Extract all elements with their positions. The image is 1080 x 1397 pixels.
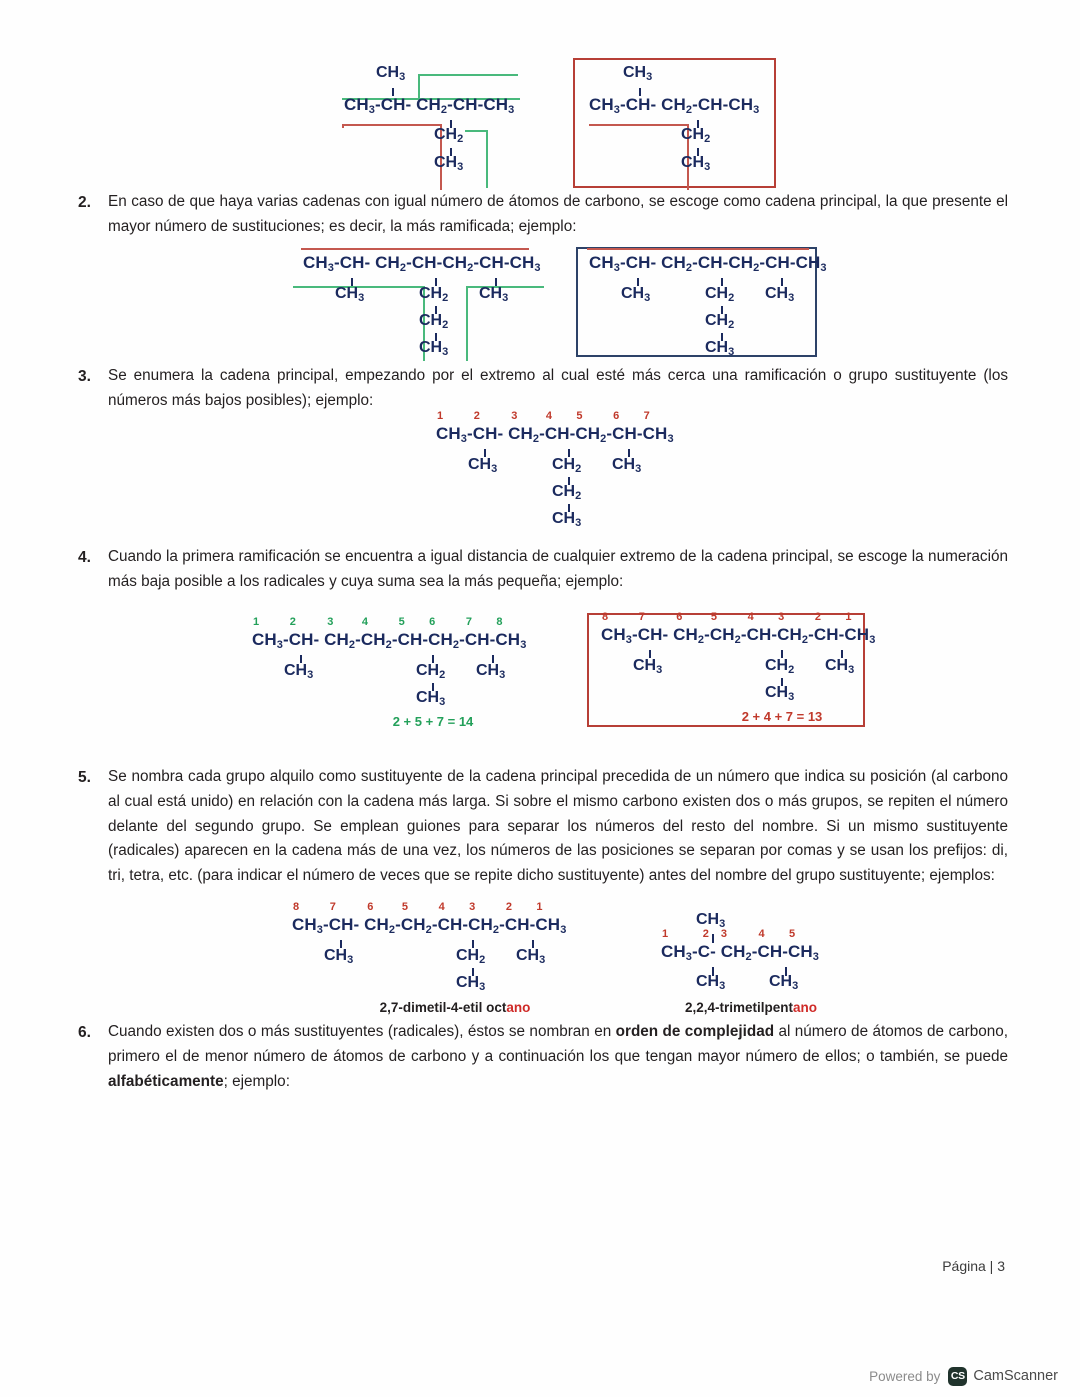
sub-ch3-below-c4: $CH_3$	[769, 973, 799, 992]
locant: 6	[429, 616, 436, 628]
atom: 7 CH	[464, 616, 490, 649]
atom: $CH_3$	[589, 253, 620, 274]
atom: CH	[339, 253, 365, 272]
atom: 7 CH	[328, 901, 354, 934]
sub-ch2-b: $CH_2$	[705, 312, 735, 331]
green-chain-line-v2	[486, 130, 488, 188]
list-item-5	[78, 765, 1008, 889]
atom: 4 $CH_2$	[360, 616, 392, 651]
atom: CH	[452, 95, 478, 114]
atom: 3 $CH_2$	[468, 901, 500, 936]
locant-sum: 2 + 5 + 7 = 14	[392, 714, 474, 729]
atom: 3 $CH_2$	[777, 611, 809, 646]
sub-ch3-a: $CH_3$	[633, 657, 663, 676]
sub-ch2-b: $CH_2$	[419, 312, 449, 331]
atom: 2 CH	[813, 611, 839, 644]
sub-ch3-c: $CH_3$	[825, 657, 855, 676]
name-prefix: 2,7-dimetil-4-etil	[379, 1000, 487, 1015]
locant: 7	[329, 901, 336, 913]
sub-ch3-b: $CH_3$	[705, 339, 735, 358]
name-stem: oct	[486, 1000, 507, 1015]
main-chain: 1 $CH_3$ - 2 CH - 3 $CH_2$ - 4 CH - 5 $CH_2$ - 6 CH - 7 $CH_3$	[436, 410, 674, 445]
compound-name-left	[340, 1000, 570, 1015]
main-chain: $CH_3$ - CH - $CH_2$ - CH - $CH_2$ - CH - $CH_3$	[303, 253, 541, 274]
sub-ch3-a: $CH_3$	[324, 947, 354, 966]
atom: $CH_3$	[344, 95, 375, 116]
atom: $CH_3$	[509, 253, 541, 274]
list-item-2-text: En caso de que haya varias cadenas con igual número de átomos de carbono, se escoge como cadena principal, la que presente el mayor número de sustituciones; es decir, la más ramificada; ejemplo:	[108, 193, 1008, 235]
sub-ch2-a: $CH_2$	[705, 285, 735, 304]
sub-ch3-b: $CH_3$	[456, 974, 486, 993]
atom: 4 CH	[437, 901, 463, 934]
locant: 4	[747, 611, 754, 623]
item6-text-b: al número de átomos de carbono, primero el de menor número de átomos de carbono y a continuación los que tengan mayor número de ellos; o también, se puede	[108, 1023, 1008, 1065]
locant: 4	[438, 901, 445, 913]
locant: 1	[253, 616, 260, 628]
locant: 1	[845, 611, 852, 623]
atom: $CH_2$	[442, 253, 474, 274]
atom: CH	[479, 253, 504, 272]
list-item-2-number: 2.	[78, 194, 91, 211]
list-item-2	[78, 190, 1008, 240]
figure-1-right-box	[573, 58, 776, 188]
item6-bold-a: orden de complejidad	[615, 1023, 775, 1040]
atom: 3 $CH_2$	[324, 616, 356, 651]
atom: 1 $CH_3$	[535, 901, 567, 936]
locant: 7	[465, 616, 473, 628]
atom: CH	[765, 253, 790, 272]
name-suffix: ano	[506, 1000, 531, 1015]
sub-ch2-a: $CH_2$	[456, 947, 486, 966]
locant: 6	[367, 901, 374, 913]
red-chain-line-h	[301, 248, 529, 250]
green-chain-line-h3	[465, 130, 488, 132]
sub-ch2-a: $CH_2$	[552, 456, 582, 475]
sub-ch3-b: $CH_3$	[416, 689, 446, 708]
locant: 3	[720, 928, 728, 940]
locant: 5	[789, 928, 796, 940]
atom: 4 CH	[757, 928, 783, 961]
sub-ch2-a: $CH_2$	[416, 662, 446, 681]
locant: 3	[469, 901, 476, 913]
atom: 2 CH	[472, 410, 498, 443]
list-item-5-text: Se nombra cada grupo alquilo como sustituyente de la cadena principal precedida de un número que indica su posición (al carbono al cual está unido) en relación con la cadena más larga. Si sobre el mismo carbono existen dos o más grupos, se repiten el número delante del segundo grupo. Se emplean guiones para separar los números del resto del nombre. Si un mismo sustituyente (radicales) aparecen en la cadena más de una vez, los números de las posiciones se separan por comas y se usan los prefijos: di, tri, tetra, etc. (para indicar el número de veces que se repite dicho sustituyente) antes del nombre del grupo sustituyente; ejemplos:	[108, 768, 1008, 885]
main-chain: 8 $CH_3$ - 7 CH - 6 $CH_2$ - 5 $CH_2$ - 4 CH - 3 $CH_2$ - 2 CH - 1 $CH_3$	[601, 611, 876, 646]
sub-ch3-b: $CH_3$	[419, 339, 449, 358]
atom: 2 C	[697, 928, 711, 961]
atom: 1 $CH_3$	[252, 616, 283, 651]
atom: $CH_3$	[483, 95, 515, 116]
atom: 5 $CH_2$	[709, 611, 741, 646]
locant: 2	[814, 611, 822, 623]
atom: 3 $CH_2$	[720, 928, 752, 963]
atom: $CH_2$	[411, 95, 448, 116]
locant: 1	[437, 410, 444, 422]
locant-sum: 2 + 4 + 7 = 13	[741, 709, 823, 724]
atom: 7 $CH_3$	[642, 410, 674, 445]
locant: 3	[511, 410, 518, 422]
compound-name-right	[656, 1000, 846, 1015]
main-chain: 8 $CH_3$ - 7 CH - 6 $CH_2$ - 5 $CH_2$ - 4 CH - 3 $CH_2$ - 2 CH - 1 $CH_3$	[292, 901, 567, 936]
locant: 8	[496, 616, 503, 628]
list-item-6-number: 6.	[78, 1024, 91, 1041]
locant: 2	[473, 410, 480, 422]
atom: 1 $CH_3$	[436, 410, 467, 445]
branch-ch3: $CH_3$	[681, 154, 711, 173]
atom: 5 $CH_3$	[788, 928, 819, 963]
list-item-3-text: Se enumera la cadena principal, empezando por el extremo al cual esté más cerca una ramificación o grupo sustituyente (los números más bajos posibles); ejemplo:	[108, 367, 1008, 409]
red-chain-line-stub	[342, 124, 344, 128]
atom: CH	[697, 253, 723, 272]
locant: 4	[545, 410, 553, 422]
red-chain-line-h	[342, 124, 442, 126]
atom: CH	[411, 253, 437, 272]
main-chain: 1 $CH_3$ - 2 C - 3 $CH_2$ - 4 CH - 5 $CH_3$	[661, 928, 819, 963]
atom: 8 $CH_3$	[495, 616, 527, 651]
locant: 8	[602, 611, 609, 623]
atom: 8 $CH_3$	[601, 611, 632, 646]
locant: 4	[361, 616, 369, 628]
locant: 2	[505, 901, 513, 913]
red-chain-line-h	[589, 124, 689, 126]
locant: 2	[289, 616, 296, 628]
atom: 5 $CH_2$	[400, 901, 432, 936]
sub-ch3-c: $CH_3$	[765, 285, 795, 304]
sub-ch3-b: $CH_3$	[765, 684, 795, 703]
atom: $CH_3$	[728, 95, 760, 116]
locant: 1	[536, 901, 543, 913]
locant: 7	[643, 410, 650, 422]
locant: 3	[778, 611, 785, 623]
green-chain-line-h2	[418, 74, 518, 76]
atom: $CH_2$	[656, 95, 693, 116]
sub-ch3-a: $CH_3$	[335, 285, 365, 304]
name-suffix: ano	[793, 1000, 818, 1015]
list-item-6	[78, 1020, 1008, 1094]
main-chain: 1 $CH_3$ - 2 CH - 3 $CH_2$ - 4 $CH_2$ - 5 CH - 6 $CH_2$ - 7 CH - 8 $CH_3$	[252, 616, 527, 651]
item6-text-c: ; ejemplo:	[223, 1072, 290, 1090]
atom: $CH_3$	[589, 95, 620, 116]
atom: $CH_3$	[303, 253, 334, 274]
camscanner-logo-icon: CS	[948, 1367, 967, 1386]
branch-top-ch3: $CH_3$	[696, 911, 726, 930]
atom: 6 CH	[612, 410, 637, 443]
atom: $CH_2$	[370, 253, 407, 274]
locant: 2	[702, 928, 709, 940]
atom: 5 CH	[397, 616, 423, 649]
name-prefix: 2,2,4-trimetil	[684, 1000, 765, 1015]
branch-top-label: $CH_3$	[623, 64, 653, 83]
camscanner-brand-label: CamScanner	[973, 1368, 1058, 1384]
main-chain: $CH_3$ - CH - $CH_2$ - CH - $CH_2$ - CH - $CH_3$	[589, 253, 827, 274]
atom: 7 CH	[637, 611, 663, 644]
list-item-4	[78, 545, 1008, 595]
locant: 7	[638, 611, 645, 623]
item6-text-a: Cuando existen dos o más sustituyentes (radicales), éstos se nombran en	[108, 1023, 616, 1040]
list-item-3-number: 3.	[78, 368, 91, 385]
list-item-3	[78, 364, 1008, 414]
locant: 4	[758, 928, 765, 940]
sub-ch3-below-c2: $CH_3$	[696, 973, 726, 992]
locant: 5	[710, 611, 718, 623]
atom: 2 CH	[288, 616, 314, 649]
atom: CH	[380, 95, 406, 114]
atom: 2 CH	[504, 901, 530, 934]
page-number-footer: Página | 3	[942, 1258, 1005, 1274]
atom: 4 CH	[746, 611, 772, 644]
atom: CH	[697, 95, 723, 114]
sub-ch3-c: $CH_3$	[476, 662, 506, 681]
atom: 1 $CH_3$	[661, 928, 692, 963]
list-item-6-text	[108, 1020, 1008, 1094]
atom: $CH_2$	[656, 253, 693, 274]
locant: 5	[576, 410, 583, 422]
sub-ch3-c: $CH_3$	[479, 285, 509, 304]
list-item-5-number: 5.	[78, 769, 91, 786]
camscanner-watermark	[0, 1355, 1080, 1397]
locant: 6	[613, 410, 620, 422]
atom: 6 $CH_2$	[428, 616, 460, 651]
sub-ch2-a: $CH_2$	[419, 285, 449, 304]
item6-bold-b: alfabéticamente	[108, 1072, 224, 1090]
atom: 8 $CH_3$	[292, 901, 323, 936]
sub-ch3-a: $CH_3$	[284, 662, 314, 681]
branch-top-label: $CH_3$	[376, 64, 406, 83]
powered-by-label: Powered by	[869, 1368, 941, 1384]
atom: 1 $CH_3$	[844, 611, 876, 646]
name-stem: pent	[764, 1000, 793, 1015]
locant: 5	[401, 901, 409, 913]
atom: CH	[625, 253, 651, 272]
locant: 5	[398, 616, 405, 628]
atom: 3 $CH_2$	[508, 410, 540, 445]
main-chain: $CH_3$ - CH - $CH_2$ - CH - $CH_3$	[589, 95, 760, 116]
atom: $CH_3$	[795, 253, 827, 274]
sub-ch3-a: $CH_3$	[468, 456, 498, 475]
atom: 6 $CH_2$	[673, 611, 705, 646]
sub-ch3-a: $CH_3$	[621, 285, 651, 304]
locant: 8	[293, 901, 300, 913]
green-line-v2	[466, 286, 468, 361]
atom: $CH_2$	[728, 253, 760, 274]
list-item-4-text: Cuando la primera ramificación se encuentra a igual distancia de cualquier extremo de la cadena principal, se escoge la numeración más baja posible a los radicales y cuya suma sea la más pequeña; ejemplo:	[108, 548, 1008, 590]
sub-ch2-b: $CH_2$	[552, 483, 582, 502]
sub-ch2-a: $CH_2$	[765, 657, 795, 676]
main-chain: $CH_3$ - CH - $CH_2$ - CH - $CH_3$	[344, 95, 515, 116]
branch-ch3: $CH_3$	[434, 154, 464, 173]
atom: 4 CH	[544, 410, 570, 443]
locant: 6	[676, 611, 683, 623]
atom: 6 $CH_2$	[364, 901, 396, 936]
branch-ch2: $CH_2$	[681, 126, 711, 145]
locant: 1	[662, 928, 669, 940]
atom: CH	[625, 95, 651, 114]
atom: 5 $CH_2$	[575, 410, 607, 445]
sub-ch3-c: $CH_3$	[516, 947, 546, 966]
sub-ch3-b: $CH_3$	[552, 510, 582, 529]
sub-ch3-c: $CH_3$	[612, 456, 642, 475]
branch-ch2: $CH_2$	[434, 126, 464, 145]
list-item-4-number: 4.	[78, 549, 91, 566]
locant: 3	[327, 616, 334, 628]
red-chain-line-h	[587, 248, 809, 250]
